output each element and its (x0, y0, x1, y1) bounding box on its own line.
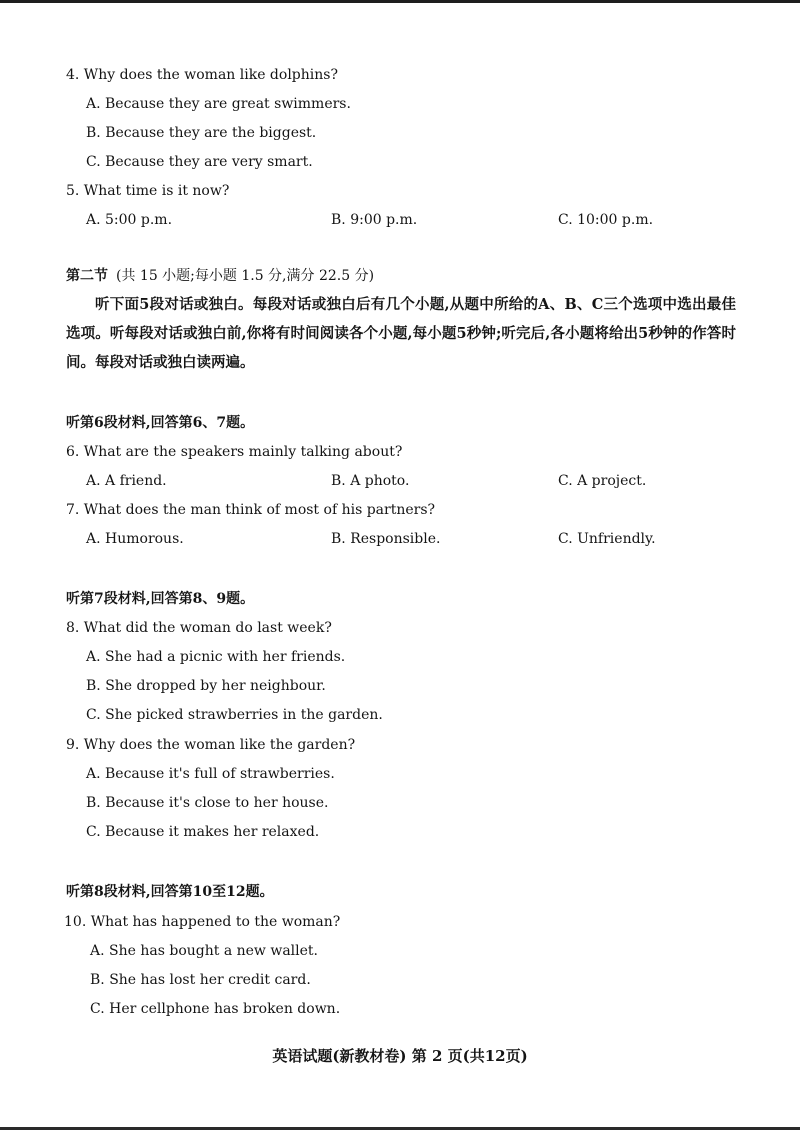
question-10-option-a: A. She has bought a new wallet. (90, 943, 318, 959)
section-2-title: 第二节 (66, 268, 108, 284)
question-7-option-c: C. Unfriendly. (558, 531, 656, 547)
question-5-option-b: B. 9:00 p.m. (331, 212, 418, 228)
question-4-option-a: A. Because they are great swimmers. (86, 96, 351, 112)
question-8-option-b: B. She dropped by her neighbour. (86, 678, 326, 694)
question-9-option-a: A. Because it's full of strawberries. (86, 766, 335, 782)
question-6-stem: 6. What are the speakers mainly talking about? (66, 444, 403, 460)
question-4-option-b: B. Because they are the biggest. (86, 125, 317, 141)
section-2-instructions: 听下面5段对话或独白。每段对话或独白后有几个小题,从题中所给的A、B、C三个选项中选出最佳选项。听每段对话或独白前,你将有时间阅读各个小题,每小题5秒钟;听完后,各小题将给出5秒钟的作答时间。每段对话或独白读两遍。 (66, 296, 736, 371)
question-8-stem: 8. What did the woman do last week? (66, 620, 332, 636)
question-6-option-a: A. A friend. (86, 473, 167, 489)
question-7-option-b: B. Responsible. (331, 531, 441, 547)
question-9-option-c: C. Because it makes her relaxed. (86, 824, 320, 840)
top-scan-border (0, 0, 800, 3)
question-6-option-c: C. A project. (558, 473, 647, 489)
question-7-option-a: A. Humorous. (86, 531, 184, 547)
question-6-option-b: B. A photo. (331, 473, 410, 489)
question-4-stem: 4. Why does the woman like dolphins? (66, 67, 338, 83)
question-10-option-b: B. She has lost her credit card. (90, 972, 311, 988)
question-4-option-c: C. Because they are very smart. (86, 154, 313, 170)
question-8-option-c: C. She picked strawberries in the garden. (86, 707, 383, 723)
page-footer: 英语试题(新教材卷) 第 2 页(共12页) (272, 1047, 528, 1065)
question-7-stem: 7. What does the man think of most of his partners? (66, 502, 436, 518)
material-8-heading: 听第8段材料,回答第10至12题。 (66, 884, 274, 900)
material-7-heading: 听第7段材料,回答第8、9题。 (66, 591, 255, 607)
material-6-heading: 听第6段材料,回答第6、7题。 (66, 415, 255, 431)
question-8-option-a: A. She had a picnic with her friends. (86, 649, 346, 665)
question-10-option-c: C. Her cellphone has broken down. (90, 1001, 341, 1017)
section-2-heading (66, 267, 374, 285)
question-5-option-c: C. 10:00 p.m. (558, 212, 654, 228)
question-9-option-b: B. Because it's close to her house. (86, 795, 329, 811)
question-9-stem: 9. Why does the woman like the garden? (66, 737, 356, 753)
question-10-stem: 10. What has happened to the woman? (64, 914, 341, 930)
question-5-option-a: A. 5:00 p.m. (86, 212, 173, 228)
section-2-note: (共 15 小题;每小题 1.5 分,满分 22.5 分) (116, 268, 375, 284)
question-5-stem: 5. What time is it now? (66, 183, 230, 199)
